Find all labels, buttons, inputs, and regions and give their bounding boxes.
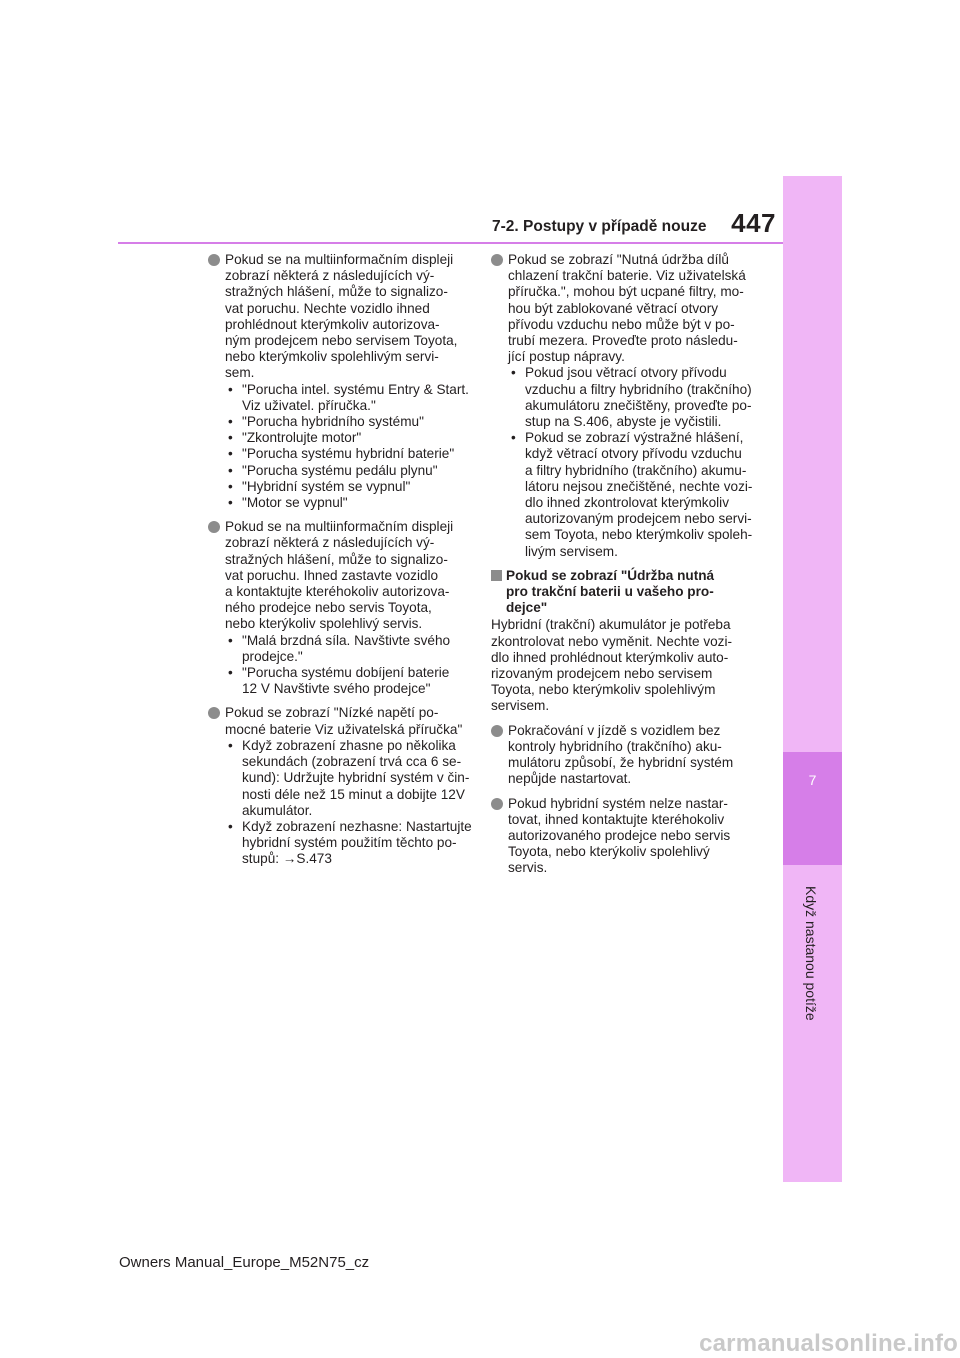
list-item-line: Když zobrazení nezhasne: Nastartujte (242, 818, 472, 834)
list-item-line: hybridní systém použitím těchto po- (242, 835, 457, 851)
text-line: Pokud se zobrazí "Nízké napětí po- (225, 705, 439, 721)
message-list (225, 737, 472, 868)
text-line: mocné baterie Viz uživatelská příručka" (225, 721, 463, 737)
text-line: servis. (508, 860, 548, 876)
text-line: zobrazí některá z následujících vý- (225, 535, 435, 551)
list-item-line: Pokud jsou větrací otvory přívodu (525, 365, 727, 381)
text-line: Toyota, nebo kterýmkoliv spolehlivým (491, 682, 716, 698)
heading-line: Pokud se zobrazí "Údržba nutná (506, 567, 715, 583)
list-item: • "Hybridní systém se vypnul" (225, 479, 468, 495)
text-line: přívodu vzduchu nebo může být v po- (508, 316, 735, 332)
list-item: • Pokud se zobrazí výstražné hlášení, když větrací otvory přívodu vzduchu a filtry hybridního (trakčního) akumu- látoru nejsou znečištěné, nechte vozi- dlo ihned zkontrolovat kterýmkoliv autorizovaným prodejcem nebo servi- sem Toyota, nebo kterýmkoliv spoleh- livým servisem. (508, 430, 757, 560)
list-item: • "Porucha systému dobíjení baterie 12 V Navštivte svého prodejce" (225, 665, 468, 697)
footer-manual-id: Owners Manual_Europe_M52N75_cz (119, 1254, 370, 1271)
header-divider (118, 242, 783, 244)
circle-bullet-icon (208, 521, 220, 533)
text-line: příručka.", mohou být ucpané filtry, mo- (508, 284, 744, 300)
section-title: 7-2. Postupy v případě nouze (492, 218, 707, 235)
list-item: • "Motor se vypnul" (225, 495, 468, 511)
watermark-text[interactable]: carmanualsonline.info (699, 1330, 958, 1357)
list-item: • "Malá brzdná síla. Navštivte svého prodejce." (225, 633, 468, 665)
circle-bullet-icon (208, 707, 220, 719)
right-column (491, 252, 757, 885)
warning-block-4 (491, 252, 757, 560)
text-line: kontroly hybridního (trakčního) aku- (508, 738, 722, 754)
text-line: Pokračování v jízdě s vozidlem bez (508, 722, 721, 738)
block-text (225, 705, 468, 737)
list-item-line: když větrací otvory přívodu vzduchu (525, 446, 742, 462)
list-item-line: "Porucha systému hybridní baterie" (242, 446, 455, 462)
block-text (225, 252, 468, 382)
text-line: vat poruchu. Ihned zastavte vozidlo (225, 567, 439, 583)
text-line: autorizovaného prodejce nebo servis (508, 827, 731, 843)
list-item-line: Pokud se zobrazí výstražné hlášení, (525, 430, 744, 446)
warning-block-1 (208, 252, 468, 511)
list-item-line: livým servisem. (525, 543, 618, 559)
list-item-line: a filtry hybridního (trakčního) akumu- (525, 462, 747, 478)
circle-bullet-icon (491, 725, 503, 737)
heading-line: dejce" (506, 600, 548, 616)
heading-line: pro trakční baterii u vašeho pro- (506, 584, 714, 600)
square-bullet-icon (491, 570, 502, 581)
list-item-line: "Porucha hybridního systému" (242, 414, 424, 430)
list-item-line: sem Toyota, nebo kterýmkoliv spoleh- (525, 527, 753, 543)
list-item-line: "Malá brzdná síla. Navštivte svého (242, 632, 451, 648)
list-item: • "Porucha hybridního systému" (225, 414, 468, 430)
list-item-line: "Porucha systému pedálu plynu" (242, 462, 438, 478)
message-list (225, 633, 468, 698)
circle-bullet-icon (208, 254, 220, 266)
subsection-heading (491, 568, 757, 617)
text-line: a kontaktujte kteréhokoliv autorizova- (225, 584, 450, 600)
text-line: tovat, ihned kontaktujte kteréhokoliv (508, 811, 725, 827)
list-item-line: kund): Udržujte hybridní systém v čin- (242, 770, 470, 786)
text-line: rizovaným prodejcem nebo servisem (491, 666, 713, 682)
page-number: 447 (731, 208, 776, 238)
text-line: Pokud se na multiinformačním displeji (225, 252, 454, 267)
circle-bullet-icon (491, 254, 503, 266)
circle-bullet-icon (491, 798, 503, 810)
text-line: ného prodejce nebo servis Toyota, (225, 600, 432, 616)
list-item-line: autorizovaným prodejcem nebo servi- (525, 511, 752, 527)
text-line: nebo kterýkoliv spolehlivý servis. (225, 616, 423, 632)
text-line: jící postup nápravy. (508, 349, 625, 365)
text-line: Pokud se na multiinformačním displeji (225, 519, 454, 535)
list-item-line: "Porucha systému dobíjení baterie (242, 665, 450, 681)
chapter-title: Když nastanou potíže (803, 885, 819, 1021)
list-item-line: látoru nejsou znečištěné, nechte vozi- (525, 478, 753, 494)
text-line: sem. (225, 365, 255, 381)
list-item-line: "Porucha intel. systému Entry & Start. (242, 381, 469, 397)
warning-block-2 (208, 519, 468, 697)
text-line: stražných hlášení, může to signalizo- (225, 284, 448, 300)
text-line: Pokud se zobrazí "Nutná údržba dílů (508, 252, 729, 267)
left-column (208, 252, 472, 876)
list-item-line: 12 V Navštivte svého prodejce" (242, 681, 431, 697)
chapter-number-tab[interactable] (783, 752, 842, 865)
text-line: nebo kterýmkoliv spolehlivým servi- (225, 349, 439, 365)
text-line: mulátoru způsobí, že hybridní systém (508, 755, 734, 771)
text-line: Hybridní (trakční) akumulátor je potřeba (491, 617, 731, 633)
text-line: dlo ihned prohlédnout kterýmkoliv auto- (491, 649, 729, 665)
text-line: hou být zablokované větrací otvory (508, 300, 719, 316)
text-line: vat poruchu. Nechte vozidlo ihned (225, 300, 430, 316)
page-reference-link[interactable]: stupů: →S.473 (242, 851, 332, 867)
message-list (508, 365, 757, 559)
text-line: prohlédnout kterýmkoliv autorizova- (225, 316, 440, 332)
chapter-title-vertical (781, 858, 841, 1048)
message-list (225, 382, 468, 512)
list-item: • "Zkontrolujte motor" (225, 430, 468, 446)
text-line: servisem. (491, 698, 550, 714)
text-line: stražných hlášení, může to signalizo- (225, 551, 448, 567)
text-line: nepůjde nastartovat. (508, 771, 632, 787)
list-item: • "Porucha systému pedálu plynu" (225, 463, 468, 479)
list-item: • Když zobrazení nezhasne: Nastartujte hybridní systém použitím těchto po- stupů: →S.473 (228, 818, 472, 867)
text-line: chlazení trakční baterie. Viz uživatelská (508, 268, 746, 284)
list-item: • "Porucha systému hybridní baterie" (225, 446, 468, 462)
page-reference-link[interactable]: stup na S.406, abyste je vyčistili. (525, 414, 722, 430)
list-item-line: sekundách (zobrazení trvá cca 6 se- (242, 754, 462, 770)
list-item-line: "Motor se vypnul" (242, 495, 348, 511)
list-item: • Pokud jsou větrací otvory přívodu vzduchu a filtry hybridního (trakčního) akumulátoru znečištěny, proveďte po- stup na S.406, abyste je vyčistili. (508, 365, 757, 430)
warning-block-3 (208, 705, 472, 867)
list-item-line: dlo ihned zkontrolovat kterýmkoliv (525, 495, 729, 511)
note-block-2 (491, 796, 757, 877)
block-text (508, 252, 757, 365)
list-item: • Když zobrazení zhasne po několika sekundách (zobrazení trvá cca 6 se- kund): Udržujte hybridní systém v čin- nosti déle než 15 minut a dobijte 12V akumulátor. (228, 737, 470, 818)
list-item-line: "Hybridní systém se vypnul" (242, 478, 411, 494)
list-item-line: prodejce." (242, 648, 303, 664)
text-line: Toyota, nebo kterýkoliv spolehlivý (508, 844, 710, 860)
list-item-line: Viz uživatel. příručka." (242, 397, 376, 413)
text-line: ným prodejcem nebo servisem Toyota, (225, 333, 458, 349)
text-line: trubí mezera. Proveďte proto následu- (508, 333, 738, 349)
text-line: zkontrolovat nebo vyměnit. Nechte vozi- (491, 633, 733, 649)
text-line: zobrazí některá z následujících vý- (225, 268, 435, 284)
list-item: • "Porucha intel. systému Entry & Start. Viz uživatel. příručka." (228, 381, 469, 413)
chapter-number: 7 (808, 772, 817, 788)
block-text (225, 519, 468, 632)
note-block-1 (491, 723, 757, 788)
text-line: Pokud hybridní systém nelze nastar- (508, 795, 728, 811)
list-item-line: "Zkontrolujte motor" (242, 430, 362, 446)
list-item-line: vzduchu a filtry hybridního (trakčního) (525, 381, 752, 397)
body-paragraph (491, 617, 757, 714)
list-item-line: akumulátoru znečištěny, proveďte po- (525, 397, 752, 413)
list-item-line: Když zobrazení zhasne po několika (242, 737, 456, 753)
list-item-line: nosti déle než 15 minut a dobijte 12V (242, 786, 465, 802)
list-item-line: akumulátor. (242, 802, 313, 818)
